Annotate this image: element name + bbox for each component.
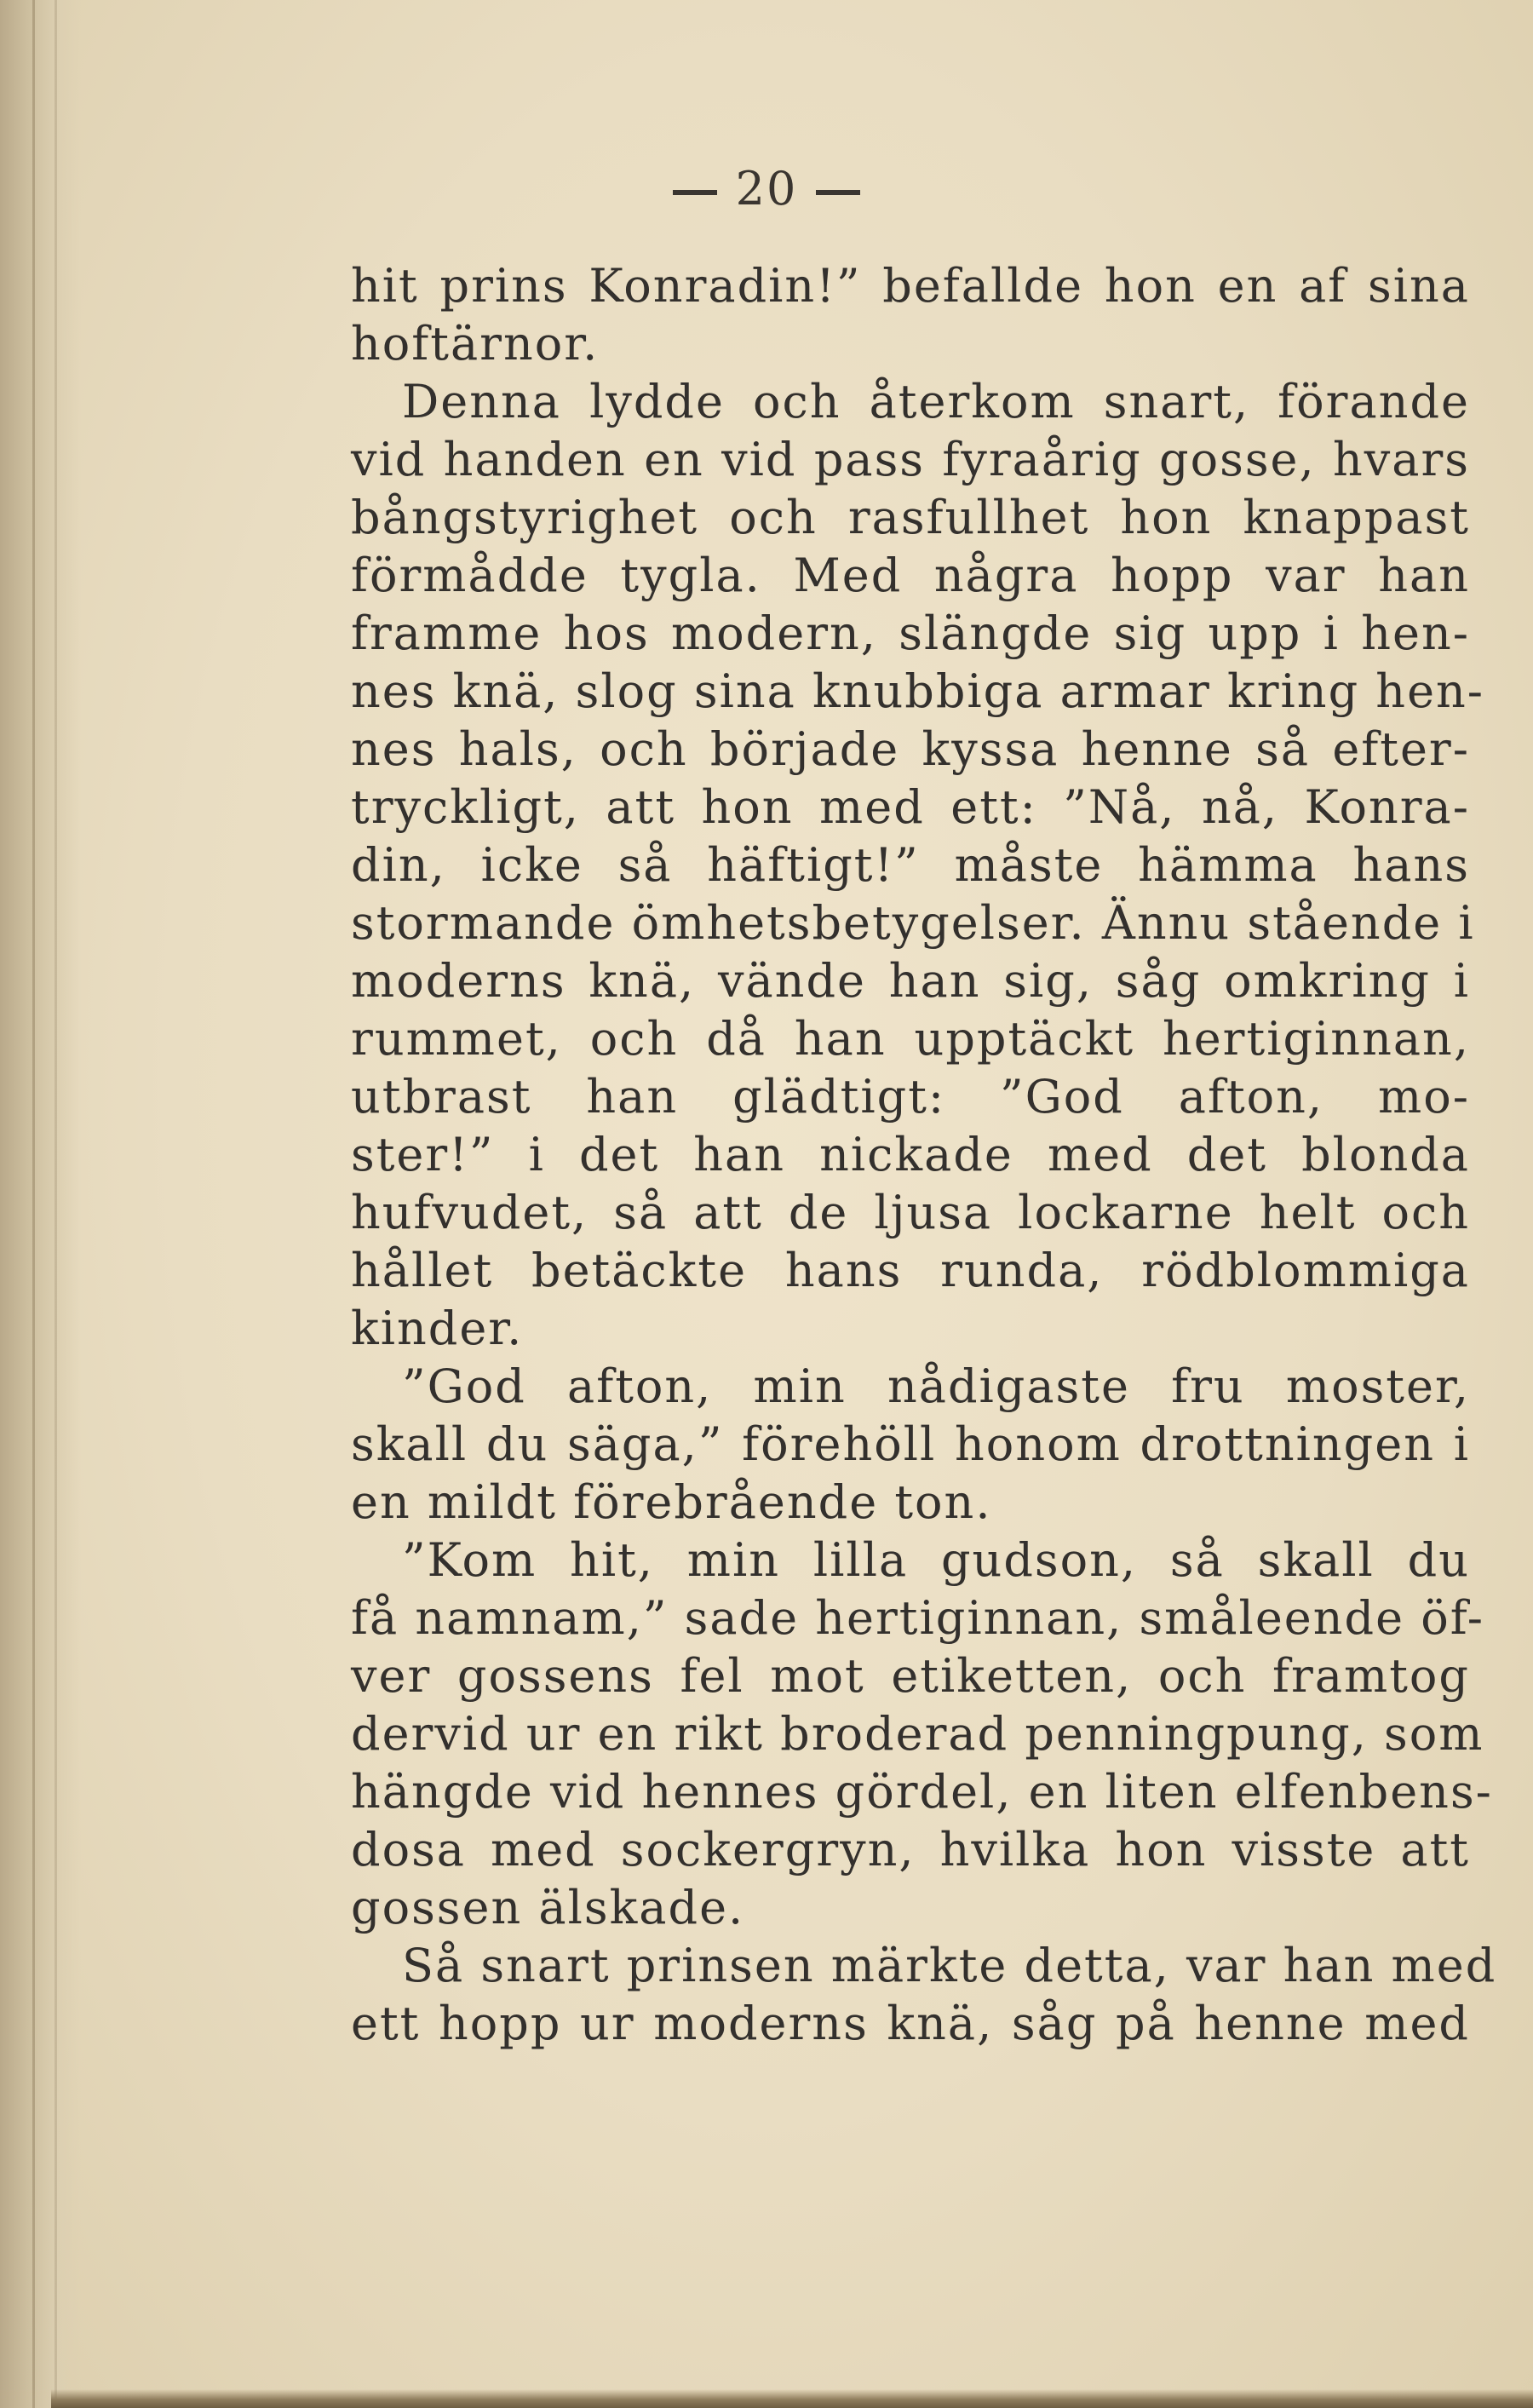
text-line: tryckligt, att hon med ett: ”Nå, nå, Konra-	[351, 780, 1470, 834]
gutter-crease	[55, 0, 57, 2408]
text-line: rummet, och då han upptäckt hertiginnan,	[351, 1012, 1470, 1066]
text-line: hängde vid hennes gördel, en liten elfenbens-	[351, 1765, 1493, 1819]
text-line: moderns knä, vände han sig, såg omkring i	[351, 954, 1470, 1008]
text-line: ett hopp ur moderns knä, såg på henne med	[351, 1997, 1470, 2050]
text-line: nes hals, och började kyssa henne så efter-	[351, 722, 1470, 776]
text-line: Denna lydde och återkom snart, förande	[402, 375, 1470, 428]
text-line: vid handen en vid pass fyraårig gosse, hvars	[351, 433, 1470, 486]
text-line: ”Kom hit, min lilla gudson, så skall du	[402, 1533, 1470, 1587]
text-line: hoftärnor.	[351, 317, 600, 371]
page-bottom-edge	[51, 2389, 1533, 2408]
page-number-value: 20	[735, 162, 798, 216]
text-line: få namnam,” sade hertiginnan, småleende öf-	[351, 1591, 1485, 1645]
book-gutter	[0, 0, 81, 2408]
text-line: dervid ur en rikt broderad penningpung, som	[351, 1707, 1484, 1761]
text-line: framme hos modern, slängde sig upp i hen-	[351, 606, 1470, 660]
text-line: ”God afton, min nådigaste fru moster,	[402, 1359, 1470, 1413]
text-line: din, icke så häftigt!” måste hämma hans	[351, 838, 1470, 892]
text-line: en mildt förebrående ton.	[351, 1475, 992, 1529]
body-text	[351, 257, 1497, 2053]
text-line: stormande ömhetsbetygelser. Ännu stående i	[351, 896, 1475, 950]
text-line: bångstyrighet och rasfullhet hon knappast	[351, 491, 1470, 544]
gutter-crease	[32, 0, 35, 2408]
text-line: ster!” i det han nickade med det blonda	[351, 1128, 1470, 1181]
text-line: Så snart prinsen märkte detta, var han med	[402, 1939, 1497, 1992]
text-line: ver gossens fel mot etiketten, och framtog	[351, 1649, 1470, 1703]
text-line: hufvudet, så att de ljusa lockarne helt och	[351, 1186, 1470, 1239]
text-line: skall du säga,” förehöll honom drottningen i	[351, 1417, 1470, 1471]
page-number-dash-left	[673, 190, 717, 195]
text-line: dosa med sockergryn, hvilka hon visste att	[351, 1823, 1470, 1876]
text-line: kinder.	[351, 1302, 524, 1355]
text-line: nes knä, slog sina knubbiga armar kring hen-	[351, 664, 1485, 718]
page-number	[639, 162, 894, 216]
text-line: hållet betäckte hans runda, rödblommiga	[351, 1244, 1470, 1297]
text-line: utbrast han glädtigt: ”God afton, mo-	[351, 1070, 1470, 1124]
text-line: gossen älskade.	[351, 1881, 745, 1934]
page-number-dash-right	[816, 190, 860, 195]
text-line: förmådde tygla. Med några hopp var han	[351, 549, 1470, 602]
text-line: hit prins Konradin!” befallde hon en af sina	[351, 259, 1470, 313]
